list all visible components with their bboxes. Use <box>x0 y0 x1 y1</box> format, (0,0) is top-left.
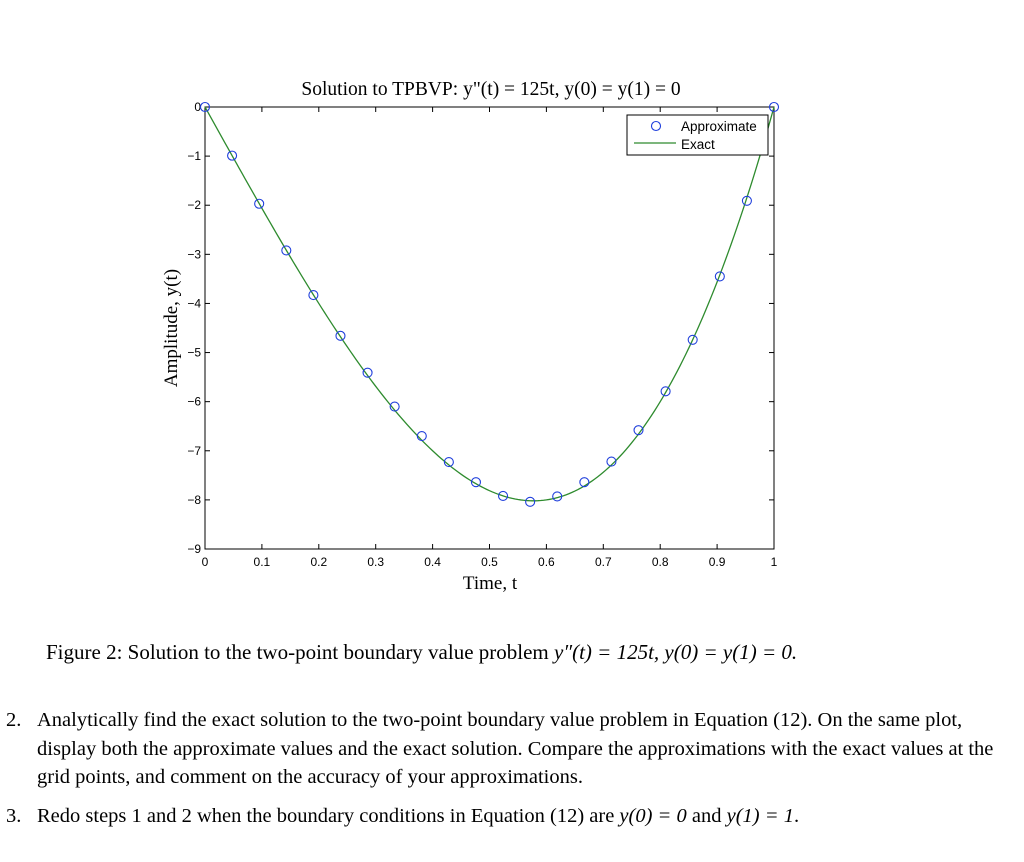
plot-area <box>205 107 774 549</box>
y-tick-label: −7 <box>187 443 201 458</box>
caption-equation: y″(t) = 125t, y(0) = y(1) = 0. <box>554 640 798 664</box>
list-item <box>0 706 1010 792</box>
y-tick-labels <box>187 100 201 556</box>
y-tick-label: −6 <box>187 394 201 409</box>
x-tick-labels <box>202 555 778 569</box>
boundary-condition-1: y(0) = 0 <box>619 804 687 827</box>
y-tick-label: 0 <box>194 100 201 114</box>
y-tick-label: −8 <box>187 492 201 507</box>
y-tick-label: −1 <box>187 149 201 164</box>
x-tick-label: 0.9 <box>708 555 726 569</box>
x-tick-label: 0.8 <box>651 555 669 569</box>
caption-text: Figure 2: Solution to the two-point boundary value problem <box>46 640 555 664</box>
x-tick-label: 0.6 <box>538 555 555 569</box>
figure-caption <box>46 640 797 665</box>
legend <box>627 115 768 155</box>
item-text: Analytically find the exact solution to the two-point boundary value problem in Equation (12). On the same plot, display both the approximate values and the exact solution. Compare the approximations with the exact values at the grid points, and comment on the accuracy of your approximations. <box>37 709 994 788</box>
item-text-end: . <box>793 804 800 827</box>
x-tick-label: 0.7 <box>594 555 612 569</box>
item-text: Redo steps 1 and 2 when the boundary conditions in Equation (12) are <box>37 804 620 827</box>
item-text-and: and <box>686 804 727 827</box>
y-tick-label: −9 <box>187 542 201 556</box>
y-tick-label: −5 <box>187 345 201 360</box>
x-tick-label: 0.2 <box>310 555 328 569</box>
x-tick-label: 1 <box>770 555 778 569</box>
y-tick-label: −4 <box>187 296 201 311</box>
x-tick-label: 0.5 <box>481 555 498 569</box>
boundary-condition-2: y(1) = 1 <box>726 804 794 827</box>
x-tick-label: 0.3 <box>367 555 385 569</box>
list-item <box>0 802 1010 831</box>
item-number: 3. <box>6 804 22 827</box>
legend-exact-label: Exact <box>681 137 715 152</box>
y-tick-label: −2 <box>187 198 201 213</box>
y-axis-label: Amplitude, y(t) <box>161 268 182 388</box>
x-tick-label: 0.4 <box>424 555 441 569</box>
y-tick-label: −3 <box>187 247 201 262</box>
x-tick-label: 0 <box>201 555 209 569</box>
item-number: 2. <box>6 709 22 731</box>
x-tick-label: 0.1 <box>253 555 271 569</box>
x-axis-label: Time, t <box>462 573 518 594</box>
chart-title: Solution to TPBVP: y"(t) = 125t, y(0) = y(1) = 0 <box>301 79 681 100</box>
exercise-list <box>0 706 1010 840</box>
legend-approximate-label: Approximate <box>681 119 757 134</box>
